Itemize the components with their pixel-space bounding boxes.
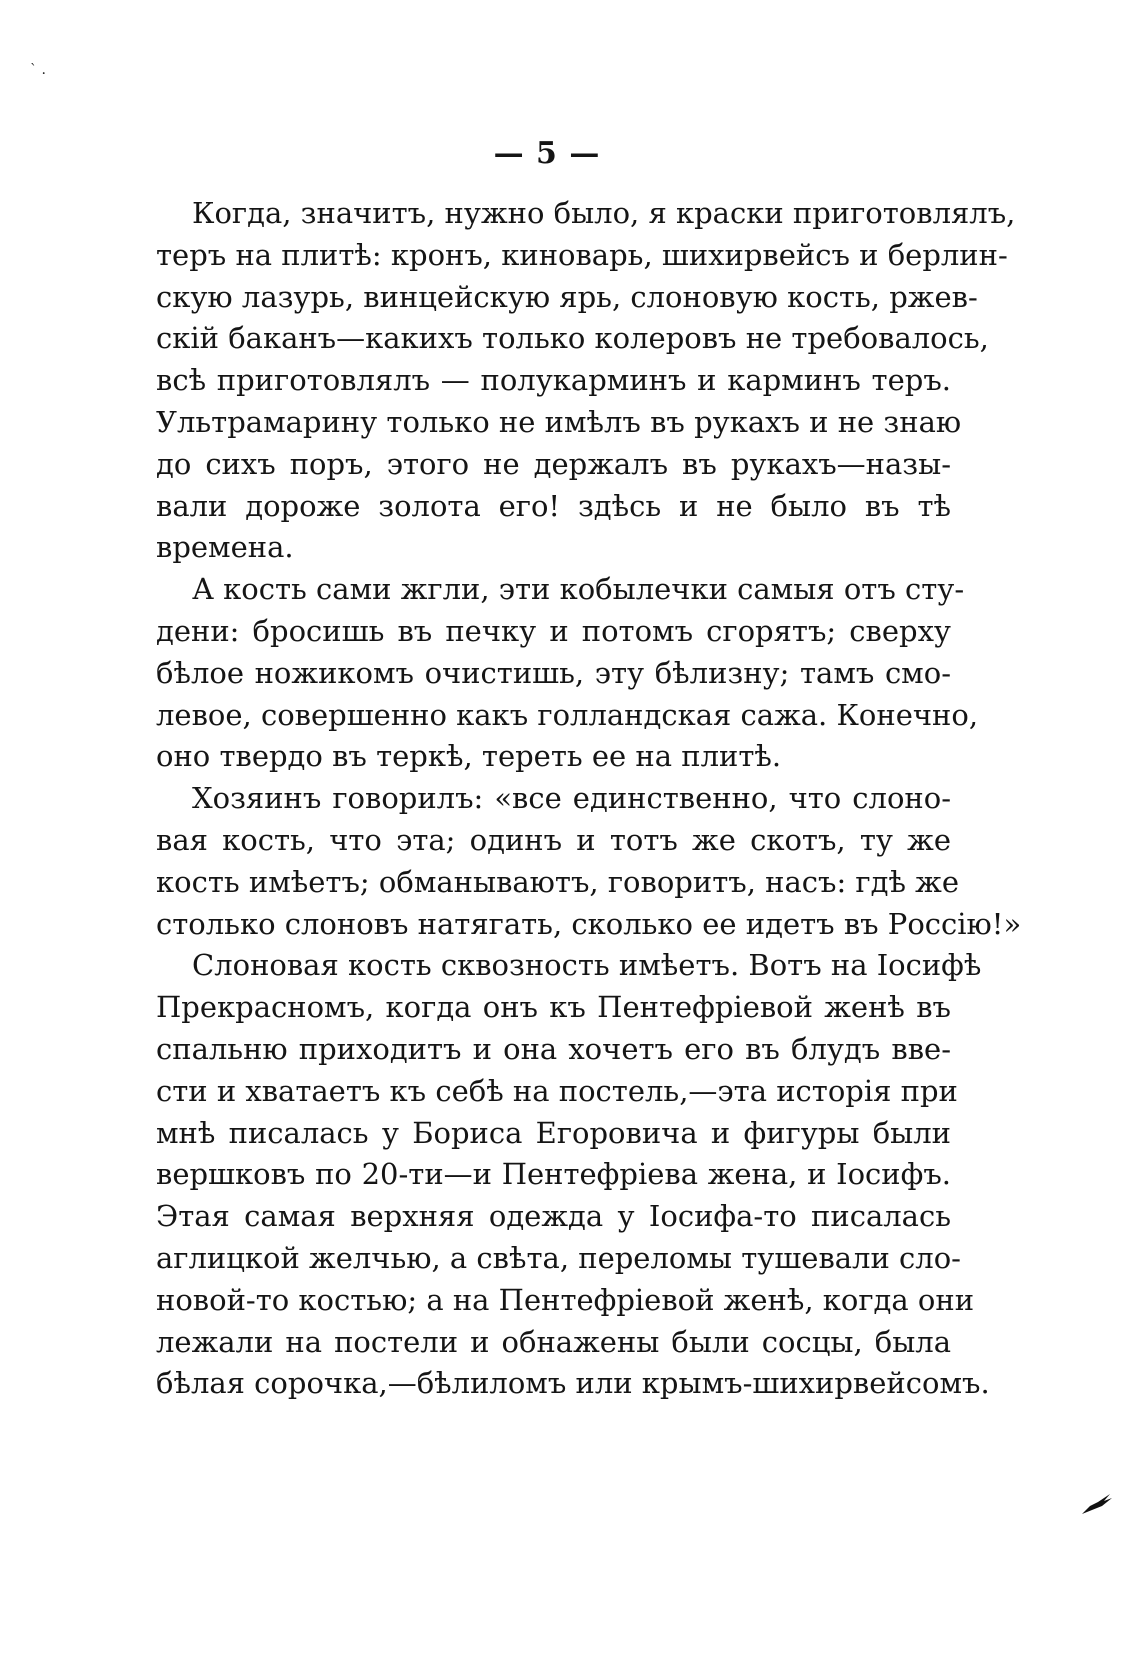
body-text — [156, 193, 1022, 1405]
text-line: Прекрасномъ, когда онъ къ Пентефріевой женѣ въ — [156, 990, 951, 1025]
text-line: аглицкой желчью, а свѣта, переломы тушевали сло- — [156, 1240, 961, 1275]
text-line: времена. — [156, 530, 294, 565]
text-line: всѣ приготовлялъ — полукарминъ и карминъ теръ. — [156, 363, 951, 398]
text-line: до сихъ поръ, этого не держалъ въ рукахъ—назы- — [156, 446, 951, 481]
text-line: вершковъ по 20-ти—и Пентефріева жена, и Іосифъ. — [156, 1157, 951, 1192]
text-line: столько слоновъ натягать, сколько ее идетъ въ Россію!» — [156, 906, 1022, 941]
paragraph-4 — [156, 945, 990, 1405]
text-line: Этая самая верхняя одежда у Іосифа-то писалась — [156, 1199, 951, 1234]
paragraph-1 — [156, 193, 1016, 569]
text-line: спальню приходитъ и она хочетъ его въ блудъ вве- — [156, 1031, 951, 1066]
page-number: — 5 — — [493, 136, 601, 171]
text-line: А кость сами жгли, эти кобылечки самыя отъ сту- — [192, 572, 965, 607]
paragraph-3 — [156, 778, 1022, 945]
text-line: бѣлая сорочка,—бѣлиломъ или крымъ-шихирвейсомъ. — [156, 1366, 990, 1401]
text-line: дени: бросишь въ печку и потомъ сгорятъ; сверху — [156, 613, 951, 648]
text-line: Когда, значитъ, нужно было, я краски приготовлялъ, — [192, 196, 1016, 230]
paragraph-2 — [156, 569, 979, 778]
text-line: кость имѣетъ; обманываютъ, говоритъ, насъ: гдѣ же — [156, 864, 960, 899]
text-line: вали дороже золота его! здѣсь и не было въ тѣ — [156, 488, 951, 523]
text-line: Хозяинъ говорилъ: «все единственно, что слоно- — [192, 781, 951, 816]
text-line: скую лазурь, винцейскую ярь, слоновую кость, ржев- — [156, 279, 978, 314]
text-line: сти и хватаетъ къ себѣ на постель,—эта исторія при — [156, 1073, 958, 1108]
text-line: новой-то костью; а на Пентефріевой женѣ, когда они — [156, 1282, 975, 1317]
text-line: Слоновая кость сквозность имѣетъ. Вотъ на Іосифѣ — [192, 948, 982, 983]
text-line: мнѣ писалась у Бориса Егоровича и фигуры были — [156, 1115, 951, 1150]
corner-speck: ` . — [30, 62, 46, 78]
text-line: бѣлое ножикомъ очистишь, эту бѣлизну; тамъ смо- — [156, 655, 951, 690]
text-line: оно твердо въ теркѣ, тереть ее на плитѣ. — [156, 739, 782, 774]
text-line: левое, совершенно какъ голландская сажа. Конечно, — [156, 697, 979, 732]
text-line: Ультрамарину только не имѣлъ въ рукахъ и не знаю — [156, 404, 962, 439]
text-line: вая кость, что эта; одинъ и тотъ же скотъ, ту же — [156, 822, 951, 857]
ink-blot-icon — [1080, 1492, 1114, 1516]
text-line: скій баканъ—какихъ только колеровъ не требовалось, — [156, 321, 989, 356]
text-line: теръ на плитѣ: кронъ, киноварь, шихирвейсъ и берлин- — [156, 237, 1008, 272]
text-line: лежали на постели и обнажены были сосцы, была — [156, 1324, 951, 1359]
